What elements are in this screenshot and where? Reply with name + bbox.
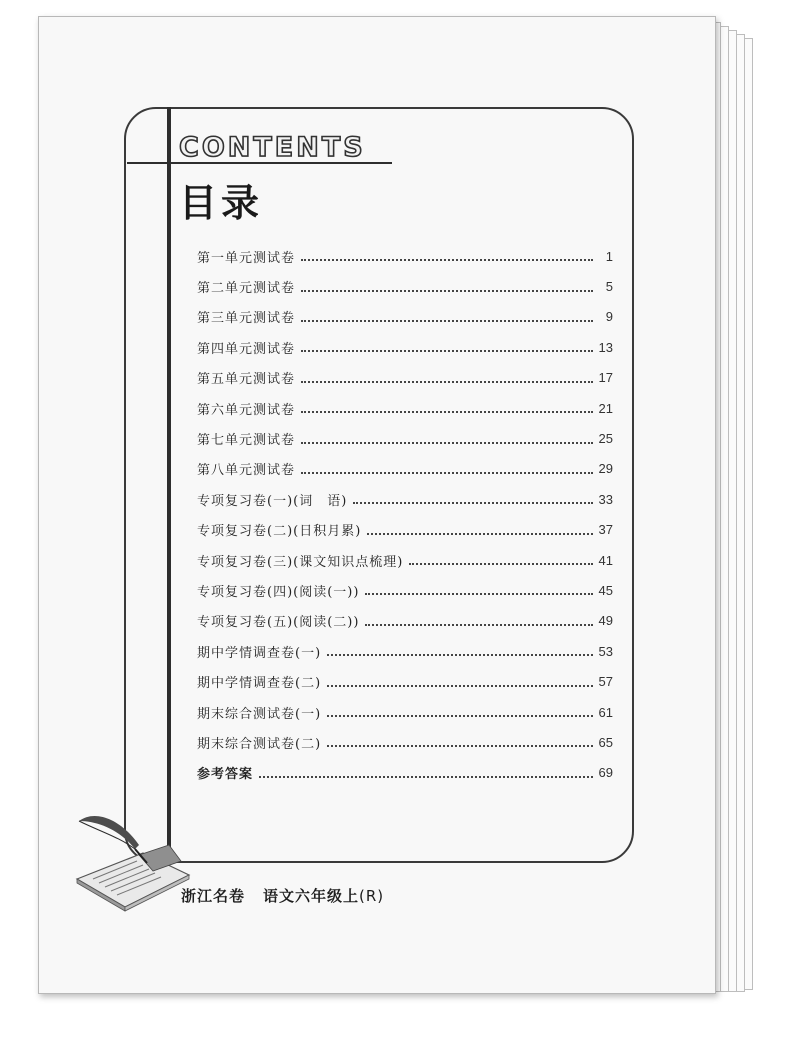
- toc-entry-page: 41: [598, 552, 613, 568]
- dot-leader: [353, 488, 592, 504]
- toc-entry[interactable]: [197, 666, 613, 696]
- toc-entry-title: 专项复习卷(五)(阅读(二)): [197, 615, 360, 631]
- toc-entry[interactable]: [197, 727, 613, 757]
- toc-entry[interactable]: [197, 545, 613, 575]
- toc-entry-title: 专项复习卷(四)(阅读(一)): [197, 584, 360, 600]
- toc-entry-page: 33: [598, 491, 613, 507]
- dot-leader: [301, 458, 593, 474]
- toc-entry-page: 45: [598, 582, 613, 598]
- toc-entry-title: 第五单元测试卷: [197, 372, 296, 388]
- toc-entry-title: 第三单元测试卷: [197, 311, 296, 327]
- toc-entry[interactable]: [197, 454, 613, 484]
- toc-entry-title: 第七单元测试卷: [197, 433, 296, 449]
- toc-entry-title: 第二单元测试卷: [197, 281, 296, 297]
- toc-entry-page: 69: [598, 765, 613, 781]
- dot-leader: [367, 519, 592, 535]
- dot-leader: [301, 336, 593, 352]
- toc-entry-title: 期末综合测试卷(二): [197, 736, 322, 752]
- toc-entry-title: 专项复习卷(二)(日积月累): [197, 524, 362, 540]
- mulu-heading: 目录: [179, 180, 264, 225]
- page-stack-edge: [736, 34, 745, 992]
- dot-leader: [327, 731, 592, 747]
- toc-entry[interactable]: [197, 363, 613, 393]
- toc-entry-title: 期中学情调查卷(二): [197, 676, 322, 692]
- toc-entry-page: 29: [598, 461, 613, 477]
- dot-leader: [301, 245, 593, 261]
- toc-entry-title: 第四单元测试卷: [197, 341, 296, 357]
- toc-entry[interactable]: [197, 302, 613, 332]
- toc-entry-title: 第一单元测试卷: [197, 250, 296, 266]
- contents-heading: CONTENTS: [179, 132, 366, 163]
- toc-entry[interactable]: [197, 393, 613, 423]
- dot-leader: [365, 579, 592, 595]
- page-stack-edge: [728, 30, 737, 992]
- table-of-contents: [197, 241, 613, 788]
- dot-leader: [365, 610, 592, 626]
- toc-entry[interactable]: [197, 241, 613, 271]
- toc-entry[interactable]: [197, 697, 613, 727]
- toc-entry[interactable]: [197, 758, 613, 788]
- toc-entry-title: 期末综合测试卷(一): [197, 706, 322, 722]
- toc-entry-title: 参考答案: [197, 767, 254, 783]
- dot-leader: [327, 671, 592, 687]
- toc-entry-page: 21: [598, 400, 613, 416]
- dot-leader: [301, 276, 593, 292]
- page-stack-edge: [744, 38, 753, 990]
- toc-entry[interactable]: [197, 423, 613, 453]
- toc-entry-page: 9: [605, 309, 613, 325]
- toc-entry[interactable]: [197, 575, 613, 605]
- toc-entry-page: 57: [598, 674, 613, 690]
- dot-leader: [301, 397, 593, 413]
- dot-leader: [301, 367, 593, 383]
- toc-entry[interactable]: [197, 515, 613, 545]
- footer-series: 浙江名卷: [181, 887, 246, 905]
- toc-entry[interactable]: [197, 636, 613, 666]
- dot-leader: [327, 701, 592, 717]
- vertical-accent-bar: [167, 107, 171, 855]
- toc-entry-page: 5: [605, 279, 613, 295]
- toc-entry-title: 专项复习卷(三)(课文知识点梳理): [197, 554, 404, 570]
- toc-entry-title: 专项复习卷(一)(词 语): [197, 493, 348, 509]
- toc-entry-page: 49: [598, 613, 613, 629]
- toc-entry-page: 37: [598, 522, 613, 538]
- toc-entry[interactable]: [197, 271, 613, 301]
- toc-entry-title: 第八单元测试卷: [197, 463, 296, 479]
- toc-entry-title: 第六单元测试卷: [197, 402, 296, 418]
- footer-series-info: [181, 885, 384, 906]
- dot-leader: [259, 762, 593, 778]
- toc-entry[interactable]: [197, 484, 613, 514]
- toc-entry-page: 53: [598, 643, 613, 659]
- toc-entry-title: 期中学情调查卷(一): [197, 645, 322, 661]
- footer-grade: 语文六年级上: [263, 887, 360, 905]
- toc-entry[interactable]: [197, 332, 613, 362]
- toc-entry-page: 13: [598, 339, 613, 355]
- dot-leader: [327, 640, 592, 656]
- page-stack-edge: [720, 26, 729, 992]
- toc-entry-page: 25: [598, 431, 613, 447]
- dot-leader: [301, 306, 593, 322]
- toc-entry-page: 1: [605, 248, 613, 264]
- dot-leader: [301, 428, 593, 444]
- book-page: [38, 16, 716, 994]
- toc-entry-page: 61: [598, 704, 613, 720]
- footer-edition: (R): [359, 887, 385, 905]
- toc-entry-page: 17: [598, 370, 613, 386]
- toc-entry-page: 65: [598, 734, 613, 750]
- toc-entry[interactable]: [197, 606, 613, 636]
- dot-leader: [409, 549, 592, 565]
